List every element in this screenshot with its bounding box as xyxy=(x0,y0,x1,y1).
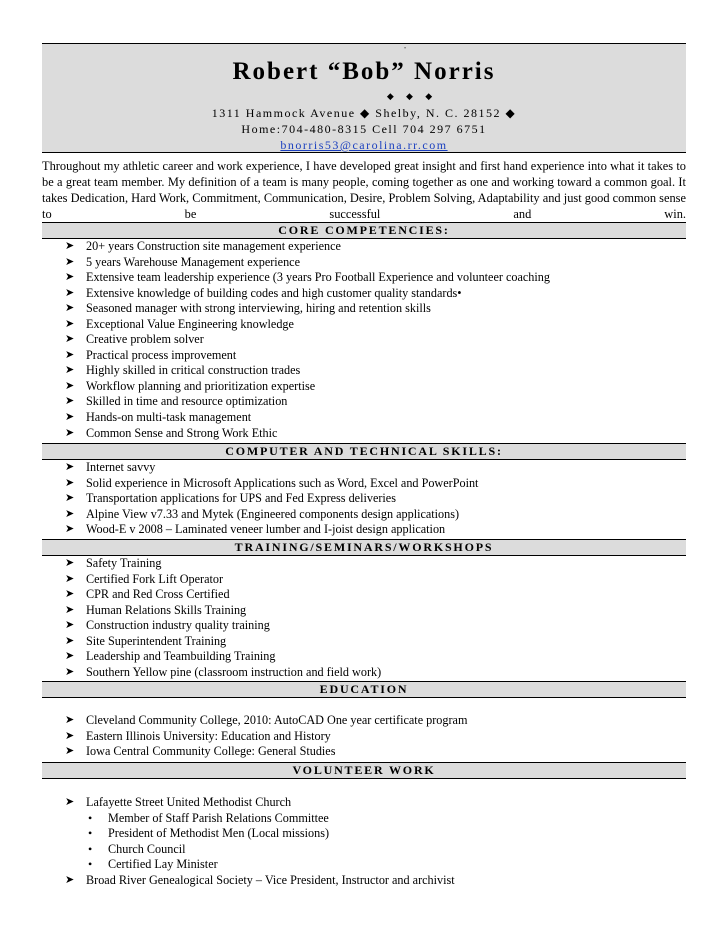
volunteer-list xyxy=(0,795,291,811)
section-title-computer: COMPUTER AND TECHNICAL SKILLS: xyxy=(42,443,686,460)
list-item-text: Workflow planning and prioritization expertise xyxy=(86,378,316,393)
list-item xyxy=(0,426,550,442)
list-item xyxy=(0,713,467,729)
arrow-bullet-icon: ➤ xyxy=(65,271,75,284)
core-competencies-list xyxy=(0,239,550,441)
list-item-text: President of Methodist Men (Local missions) xyxy=(108,826,330,841)
list-item-text: Church Council xyxy=(108,841,186,856)
list-item-text: Site Superintendent Training xyxy=(86,633,227,648)
section-title-training: TRAINING/SEMINARS/WORKSHOPS xyxy=(42,539,686,556)
arrow-bullet-icon: ➤ xyxy=(65,476,75,489)
arrow-bullet-icon: ➤ xyxy=(65,619,75,632)
arrow-bullet-icon: ➤ xyxy=(65,650,75,663)
education-list xyxy=(0,713,467,760)
list-item xyxy=(0,460,478,476)
list-item xyxy=(0,556,381,572)
list-item xyxy=(0,301,550,317)
list-item xyxy=(0,649,381,665)
address-line: 1311 Hammock Avenue ◆ Shelby, N. C. 28152 ◆ xyxy=(211,106,517,120)
list-item xyxy=(0,842,329,858)
header-mark: • xyxy=(404,46,407,52)
arrow-bullet-icon: ➤ xyxy=(65,302,75,315)
list-item xyxy=(0,587,381,603)
list-item xyxy=(0,379,550,395)
arrow-bullet-icon: ➤ xyxy=(65,634,75,647)
list-item xyxy=(0,826,329,842)
list-item xyxy=(0,410,550,426)
list-item xyxy=(0,729,467,745)
diamond-ornaments: ◆ ◆ ◆ xyxy=(386,91,438,101)
arrow-bullet-icon: ➤ xyxy=(65,240,75,252)
list-item xyxy=(0,603,381,619)
list-item xyxy=(0,363,550,379)
list-item-text: Skilled in time and resource optimization xyxy=(86,394,288,409)
list-item-text: Construction industry quality training xyxy=(86,618,270,633)
arrow-bullet-icon: ➤ xyxy=(65,255,75,268)
arrow-bullet-icon: ➤ xyxy=(65,333,75,346)
arrow-bullet-icon: ➤ xyxy=(65,395,75,408)
list-item-text: Human Relations Skills Training xyxy=(86,602,247,617)
arrow-bullet-icon: ➤ xyxy=(65,665,75,678)
list-item-text: Eastern Illinois University: Education and History xyxy=(86,728,331,743)
list-item xyxy=(0,491,478,507)
list-item-text: Highly skilled in critical construction trades xyxy=(86,363,301,378)
arrow-bullet-icon: ➤ xyxy=(65,286,75,299)
list-item-text: Safety Training xyxy=(86,556,162,570)
arrow-bullet-icon: ➤ xyxy=(65,603,75,616)
list-item xyxy=(0,394,550,410)
list-item-text: Extensive team leadership experience (3 years Pro Football Experience and volunteer coaching xyxy=(86,270,550,285)
arrow-bullet-icon: ➤ xyxy=(65,364,75,377)
arrow-bullet-icon: ➤ xyxy=(65,729,75,742)
bullet-dot-icon: • xyxy=(88,841,93,856)
list-item-text: Wood-E v 2008 – Laminated veneer lumber and I-joist design application xyxy=(86,522,446,537)
arrow-bullet-icon: ➤ xyxy=(65,317,75,330)
arrow-bullet-icon: ➤ xyxy=(65,572,75,585)
arrow-bullet-icon: ➤ xyxy=(65,348,75,361)
list-item xyxy=(0,857,329,873)
list-item xyxy=(0,507,478,523)
list-item xyxy=(0,348,550,364)
list-item-text: 5 years Warehouse Management experience xyxy=(86,254,301,269)
list-item xyxy=(0,572,381,588)
email-link[interactable]: bnorris53@carolina.rr.com xyxy=(280,138,448,152)
list-item xyxy=(0,634,381,650)
list-item xyxy=(0,239,550,255)
list-item-text: Solid experience in Microsoft Applications such as Word, Excel and PowerPoint xyxy=(86,475,479,490)
list-item xyxy=(0,332,550,348)
list-item-text: Certified Lay Minister xyxy=(108,857,218,872)
list-item-text: Internet savvy xyxy=(86,460,156,474)
candidate-name: Robert “Bob” Norris xyxy=(232,58,496,85)
list-item-text: 20+ years Construction site management experience xyxy=(86,239,341,253)
section-title-education: EDUCATION xyxy=(42,681,686,698)
bullet-dot-icon: • xyxy=(88,826,93,841)
list-item xyxy=(0,744,467,760)
list-item xyxy=(0,270,550,286)
arrow-bullet-icon: ➤ xyxy=(65,557,75,569)
list-item xyxy=(0,795,291,811)
arrow-bullet-icon: ➤ xyxy=(65,426,75,439)
list-item-text: Extensive knowledge of building codes and high customer quality standards• xyxy=(86,285,462,300)
arrow-bullet-icon: ➤ xyxy=(65,588,75,601)
list-item xyxy=(0,476,478,492)
list-item-text: Creative problem solver xyxy=(86,332,204,347)
resume-header xyxy=(42,43,686,153)
summary-paragraph: Throughout my athletic career and work experience, I have developed great insight and first hand experience into what it takes to be a great team member. My definition of a team is many people, coming together as one and working toward a common goal. It takes Dedication, Hard Work, Commitment, Communication, Desire, Problem Solving, Adaptability and just good common sense to be successful and win. xyxy=(42,159,686,221)
phone-line: Home:704-480-8315 Cell 704 297 6751 xyxy=(241,122,487,136)
bullet-dot-icon: • xyxy=(88,810,93,825)
list-item xyxy=(0,522,478,538)
arrow-bullet-icon: ➤ xyxy=(65,507,75,520)
list-item-text: Hands-on multi-task management xyxy=(86,410,252,425)
list-item-text: Cleveland Community College, 2010: AutoCAD One year certificate program xyxy=(86,713,468,727)
arrow-bullet-icon: ➤ xyxy=(65,411,75,424)
volunteer-list-2 xyxy=(0,873,455,889)
list-item-text: Southern Yellow pine (classroom instruction and field work) xyxy=(86,664,382,679)
list-item xyxy=(0,873,455,889)
list-item-text: Leadership and Teambuilding Training xyxy=(86,649,276,664)
list-item-text: Seasoned manager with strong interviewing, hiring and retention skills xyxy=(86,301,431,316)
list-item-text: Alpine View v7.33 and Mytek (Engineered components design applications) xyxy=(86,506,460,521)
list-item-text: Common Sense and Strong Work Ethic xyxy=(86,425,278,440)
list-item-text: Exceptional Value Engineering knowledge xyxy=(86,316,294,331)
arrow-bullet-icon: ➤ xyxy=(65,492,75,505)
section-title-volunteer: VOLUNTEER WORK xyxy=(42,762,686,779)
list-item-text: Member of Staff Parish Relations Committee xyxy=(108,810,329,825)
arrow-bullet-icon: ➤ xyxy=(65,745,75,758)
list-item-text: Transportation applications for UPS and Fed Express deliveries xyxy=(86,491,396,506)
computer-skills-list xyxy=(0,460,478,538)
arrow-bullet-icon: ➤ xyxy=(65,523,75,536)
list-item-text: Certified Fork Lift Operator xyxy=(86,571,224,586)
arrow-bullet-icon: ➤ xyxy=(65,873,75,886)
volunteer-society: Broad River Genealogical Society – Vice President, Instructor and archivist xyxy=(86,872,455,887)
arrow-bullet-icon: ➤ xyxy=(65,379,75,392)
volunteer-church: Lafayette Street United Methodist Church xyxy=(86,795,292,809)
arrow-bullet-icon: ➤ xyxy=(65,714,75,726)
church-roles-list xyxy=(0,811,329,873)
list-item xyxy=(0,286,550,302)
arrow-bullet-icon: ➤ xyxy=(65,461,75,473)
list-item xyxy=(0,317,550,333)
list-item xyxy=(0,255,550,271)
list-item xyxy=(0,618,381,634)
list-item-text: Practical process improvement xyxy=(86,347,237,362)
training-list xyxy=(0,556,381,680)
section-title-core: CORE COMPETENCIES: xyxy=(42,222,686,239)
list-item-text: CPR and Red Cross Certified xyxy=(86,587,230,602)
list-item xyxy=(0,665,381,681)
arrow-bullet-icon: ➤ xyxy=(65,796,75,808)
bullet-dot-icon: • xyxy=(88,857,93,872)
list-item-text: Iowa Central Community College: General Studies xyxy=(86,744,336,759)
list-item xyxy=(0,811,329,827)
